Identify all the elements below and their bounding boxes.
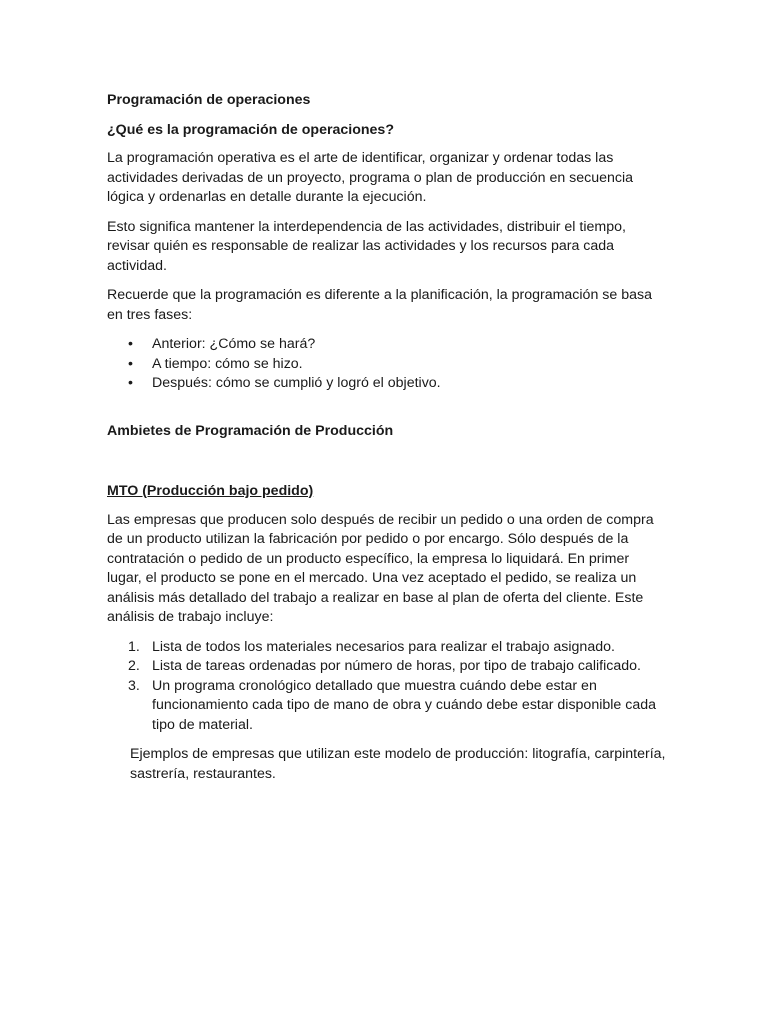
document-title: Programación de operaciones: [107, 92, 311, 108]
list-number: 3.: [128, 677, 140, 694]
list-item-text: Lista de todos los materiales necesarios para realizar el trabajo asignado.: [152, 638, 615, 655]
document-body: [107, 91, 667, 784]
list-item: [107, 638, 667, 658]
list-item-text: Anterior: ¿Cómo se hará?: [152, 336, 316, 352]
list-item-text: A tiempo: cómo se hizo.: [152, 355, 303, 372]
paragraph-mto: Las empresas que producen solo después de recibir un pedido o una orden de compra de un producto utilizan la fabricación por pedido o por encargo. Sólo después de la contratación o pedido de un producto específico, la empresa lo liquidará. En primer lugar, el producto se pone en el mercado. Una vez aceptado el pedido, se realiza un análisis más detallado del trabajo a realizar en base al plan de oferta del cliente. Este análisis de trabajo incluye:: [107, 511, 654, 625]
bullet-icon: •: [128, 375, 133, 391]
list-number: 2.: [128, 658, 140, 674]
analysis-numbered-list: [107, 638, 667, 736]
paragraph-examples: Ejemplos de empresas que utilizan este modelo de producción: litografía, carpintería, sastrería, restaurantes.: [130, 746, 666, 782]
mto-heading: MTO (Producción bajo pedido): [107, 483, 314, 499]
bullet-icon: •: [128, 336, 133, 352]
list-item: [107, 677, 667, 736]
list-number: 1.: [128, 638, 140, 655]
list-item: [107, 374, 667, 394]
list-item-text: Un programa cronológico detallado que muestra cuándo debe estar en funcionamiento cada tipo de mano de obra y cuándo debe estar disponible cada tipo de material.: [152, 677, 657, 733]
question-heading: ¿Qué es la programación de operaciones?: [107, 121, 394, 138]
list-item-text: Lista de tareas ordenadas por número de horas, por tipo de trabajo calificado.: [152, 658, 641, 674]
section-heading: Ambietes de Programación de Producción: [107, 422, 394, 439]
list-item: [107, 355, 667, 375]
list-item: [107, 335, 667, 355]
list-item: [107, 657, 667, 677]
paragraph-meaning: Esto significa mantener la interdependencia de las actividades, distribuir el tiempo, revisar quién es responsable de realizar las actividades y los recursos para cada actividad.: [107, 218, 626, 274]
list-item-text: Después: cómo se cumplió y logró el objetivo.: [152, 375, 441, 391]
paragraph-phases-intro: Recuerde que la programación es diferente a la planificación, la programación se basa en tres fases:: [107, 287, 652, 323]
bullet-icon: •: [128, 355, 133, 372]
phases-bullet-list: [107, 335, 667, 394]
paragraph-definition: La programación operativa es el arte de identificar, organizar y ordenar todas las actividades derivadas de un proyecto, programa o plan de producción en secuencia lógica y ordenarlas en detalle durante la ejecución.: [107, 150, 634, 205]
